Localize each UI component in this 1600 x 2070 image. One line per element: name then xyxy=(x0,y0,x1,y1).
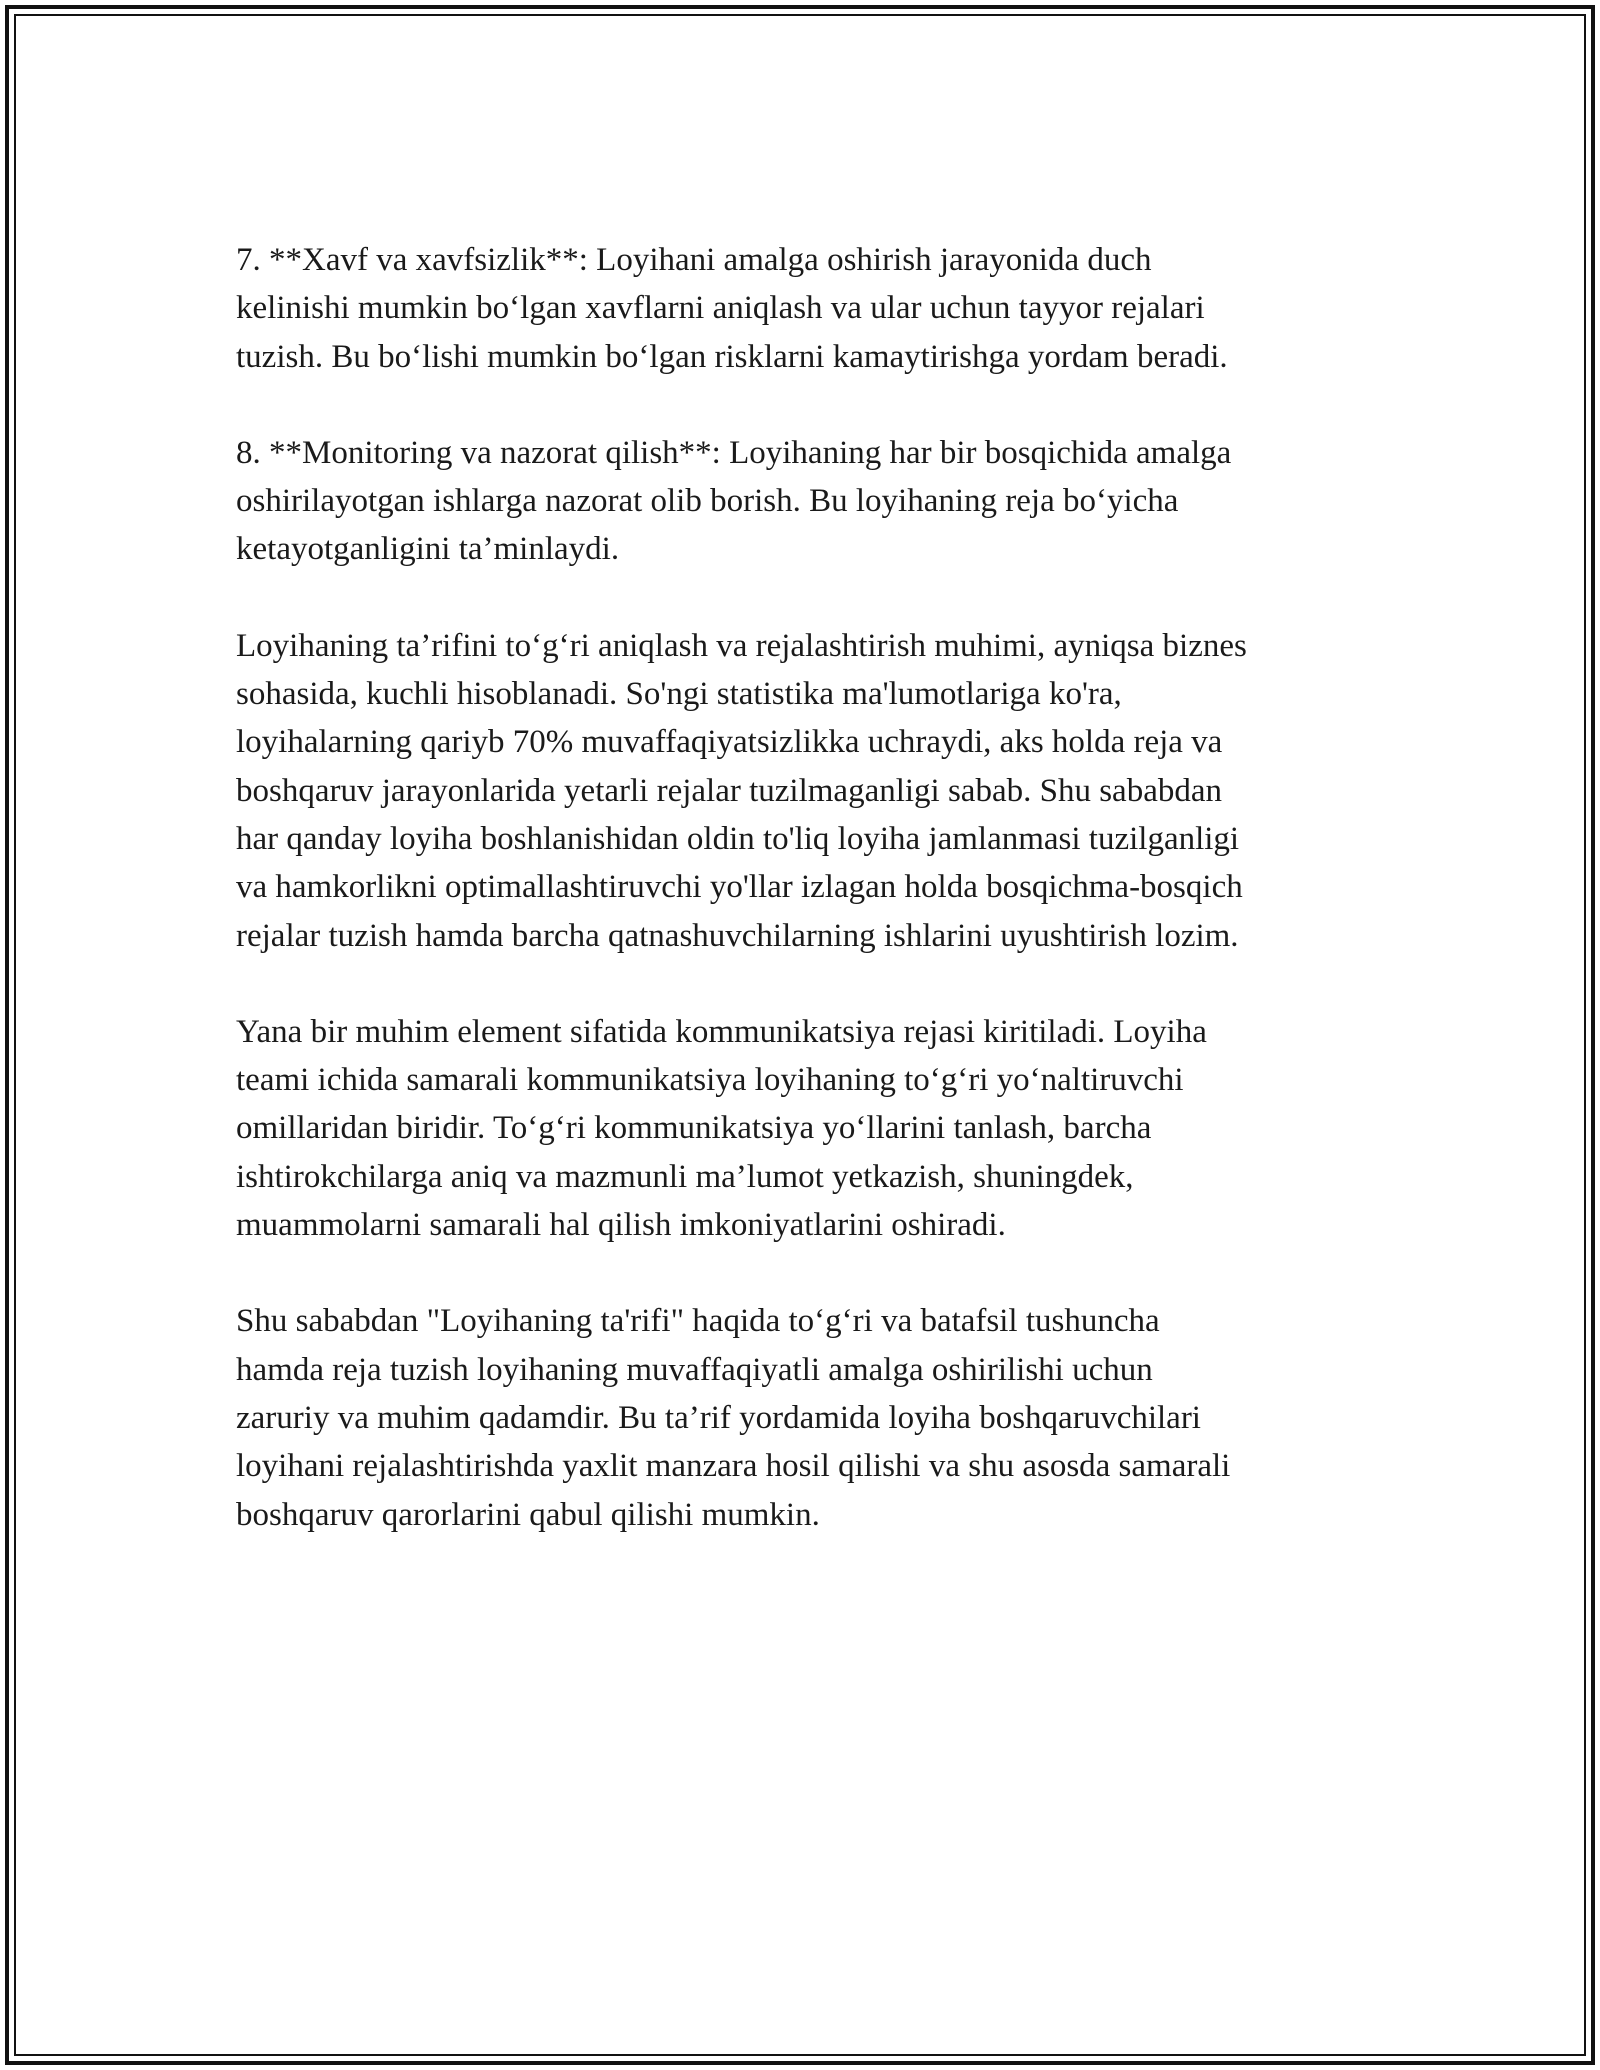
paragraph-project-definition: Loyihaning ta’rifini to‘g‘ri aniqlash va rejalashtirish muhimi, ayniqsa biznes sohasida, kuchli hisoblanadi. So'ngi statistika ma'lumotlariga ko'ra, loyihalarning qariyb 70% muvaffaqiyatsizlikka uchraydi, aks holda reja va boshqaruv jarayonlarida yetarli rejalar tuzilmaganligi sabab. Shu sababdan har qanday loyiha boshlanishidan oldin to'liq loyiha jamlanmasi tuzilganligi va hamkorlikni optimallashtiruvchi yo'llar izlagan holda bosqichma-bosqich rejalar tuzish hamda barcha qatnashuvchilarning ishlarini uyushtirish lozim. xyxy=(236,627,1247,954)
paragraph-monitoring-control: 8. **Monitoring va nazorat qilish**: Loyihaning har bir bosqichida amalga oshirilayotgan ishlarga nazorat olib borish. Bu loyihaning reja bo‘yicha ketayotganligini ta’minlaydi. xyxy=(236,434,1232,568)
paragraph-conclusion: Shu sababdan "Loyihaning ta'rifi" haqida to‘g‘ri va batafsil tushuncha hamda reja tuzish loyihaning muvaffaqiyatli amalga oshirilishi uchun zaruriy va muhim qadamdir. Bu ta’rif yordamida loyiha boshqaruvchilari loyihani rejalashtirishda yaxlit manzara hosil qilishi va shu asosda samarali boshqaruv qarorlarini qabul qilishi mumkin. xyxy=(236,1303,1231,1533)
paragraph-risk-safety: 7. **Xavf va xavfsizlik**: Loyihani amalga oshirish jarayonida duch kelinishi mumkin bo‘lgan xavflarni aniqlash va ular uchun tayyor rejalari tuzish. Bu bo‘lishi mumkin bo‘lgan risklarni kamaytirishga yordam beradi. xyxy=(236,242,1228,375)
document-body xyxy=(236,236,1366,1587)
paragraph-communication-plan: Yana bir muhim element sifatida kommunikatsiya rejasi kiritiladi. Loyiha teami ichida samarali kommunikatsiya loyihaning to‘g‘ri yo‘naltiruvchi omillaridan biridir. To‘g‘ri kommunikatsiya yo‘llarini tanlash, barcha ishtirokchilarga aniq va mazmunli ma’lumot yetkazish, shuningdek, muammolarni samarali hal qilish imkoniyatlarini oshiradi. xyxy=(236,1013,1207,1244)
